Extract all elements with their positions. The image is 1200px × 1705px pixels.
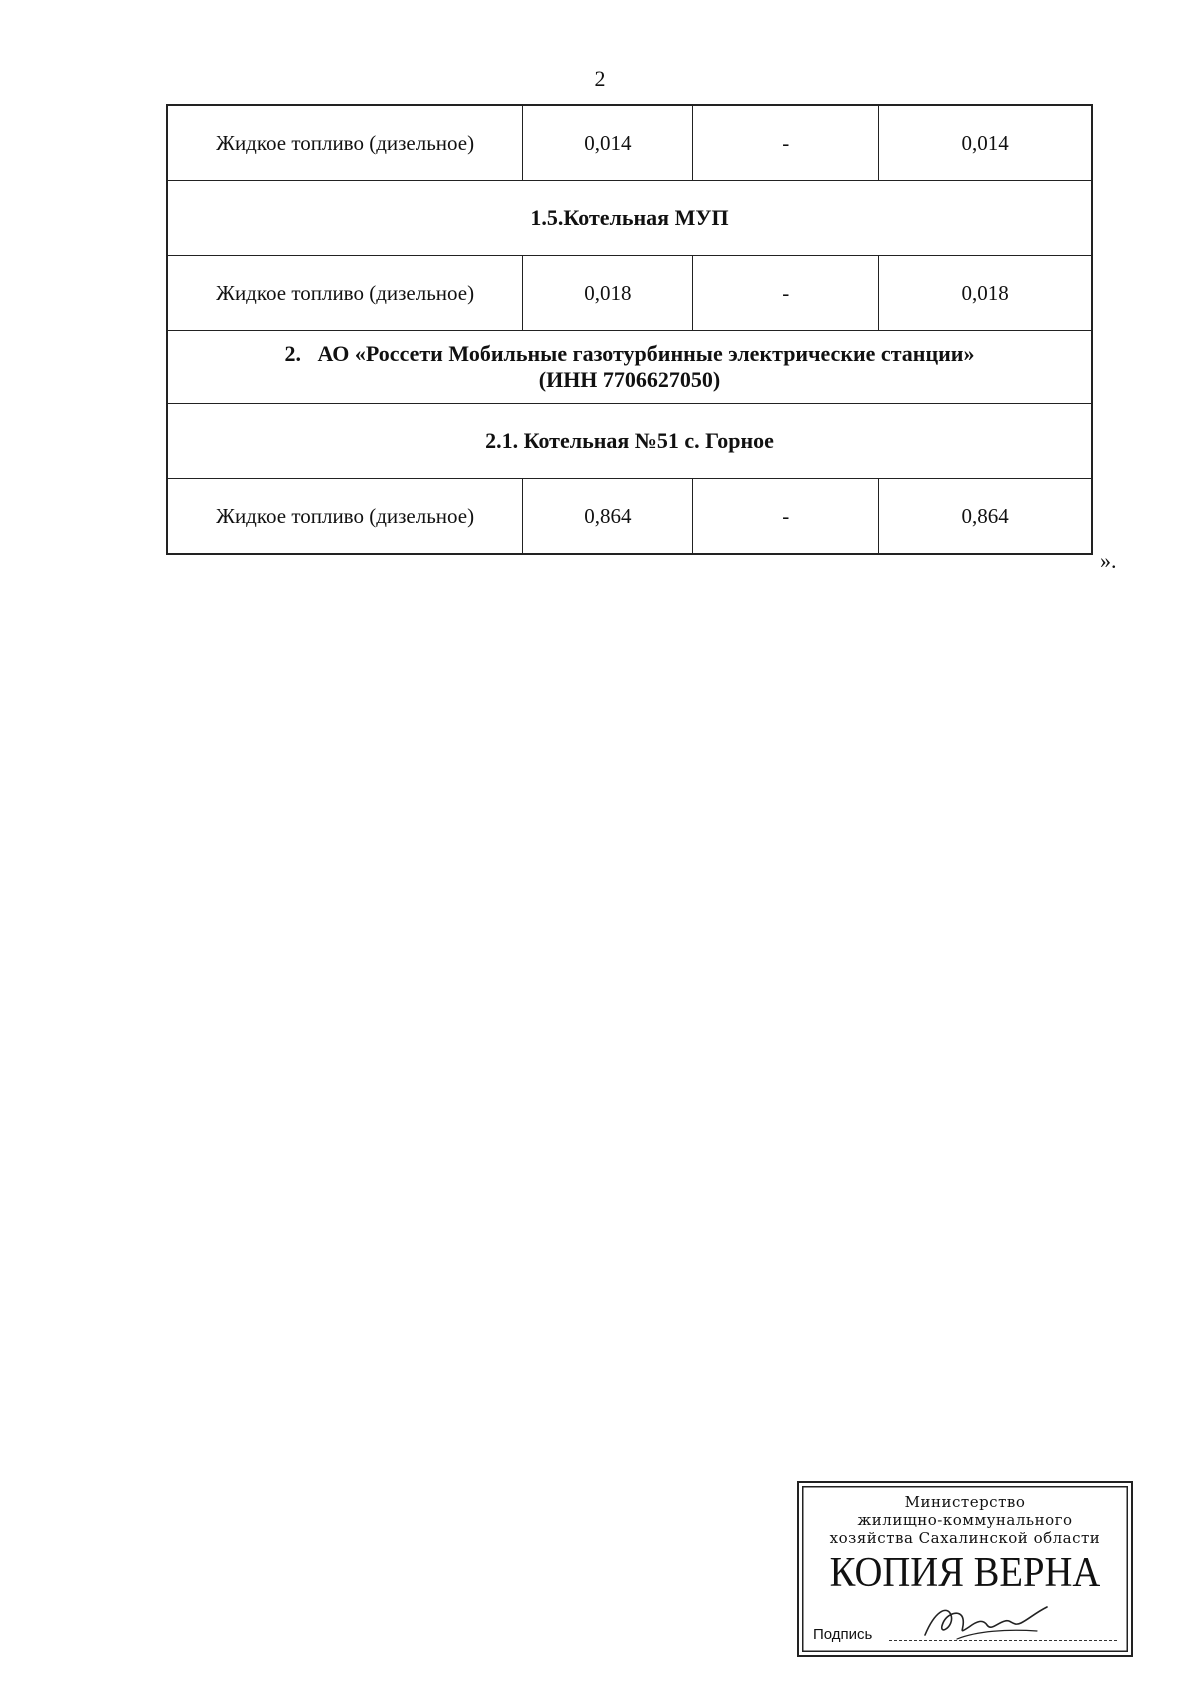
stamp-ministry-line: Министерство — [904, 1493, 1026, 1511]
stamp-ministry-line: жилищно-коммунального — [857, 1511, 1073, 1529]
page-number: 2 — [594, 66, 606, 91]
table-row — [167, 256, 1092, 331]
value-cell: 0,018 — [523, 256, 693, 331]
fuel-table — [166, 104, 1093, 555]
handwritten-signature — [917, 1601, 1067, 1645]
fuel-name-cell: Жидкое топливо (дизельное) — [167, 479, 523, 555]
section-heading: 2.1. Котельная №51 с. Горное — [167, 404, 1092, 479]
table-row — [167, 105, 1092, 181]
stamp-ministry-line: хозяйства Сахалинской области — [829, 1529, 1101, 1547]
value-cell: 0,864 — [523, 479, 693, 555]
value-cell: - — [693, 479, 879, 555]
certified-copy-stamp — [797, 1481, 1133, 1657]
value-cell: 0,014 — [879, 105, 1092, 181]
organization-name: 2. АО «Россети Мобильные газотурбинные электрические станции» — [284, 340, 975, 366]
organization-heading — [167, 331, 1092, 404]
stamp-title: КОПИЯ ВЕРНА — [829, 1550, 1101, 1596]
closing-quote: ». — [1100, 548, 1117, 573]
fuel-name-cell: Жидкое топливо (дизельное) — [167, 105, 523, 181]
value-cell: 0,864 — [879, 479, 1092, 555]
section-heading: 1.5.Котельная МУП — [167, 181, 1092, 256]
organization-inn: (ИНН 7706627050) — [538, 367, 721, 392]
section-heading-row — [167, 331, 1092, 404]
signature-label: Подпись — [813, 1626, 873, 1643]
fuel-name-cell: Жидкое топливо (дизельное) — [167, 256, 523, 331]
value-cell: 0,014 — [523, 105, 693, 181]
value-cell: - — [693, 105, 879, 181]
section-heading-row — [167, 404, 1092, 479]
value-cell: 0,018 — [879, 256, 1092, 331]
section-heading-row — [167, 181, 1092, 256]
value-cell: - — [693, 256, 879, 331]
table-row — [167, 479, 1092, 555]
